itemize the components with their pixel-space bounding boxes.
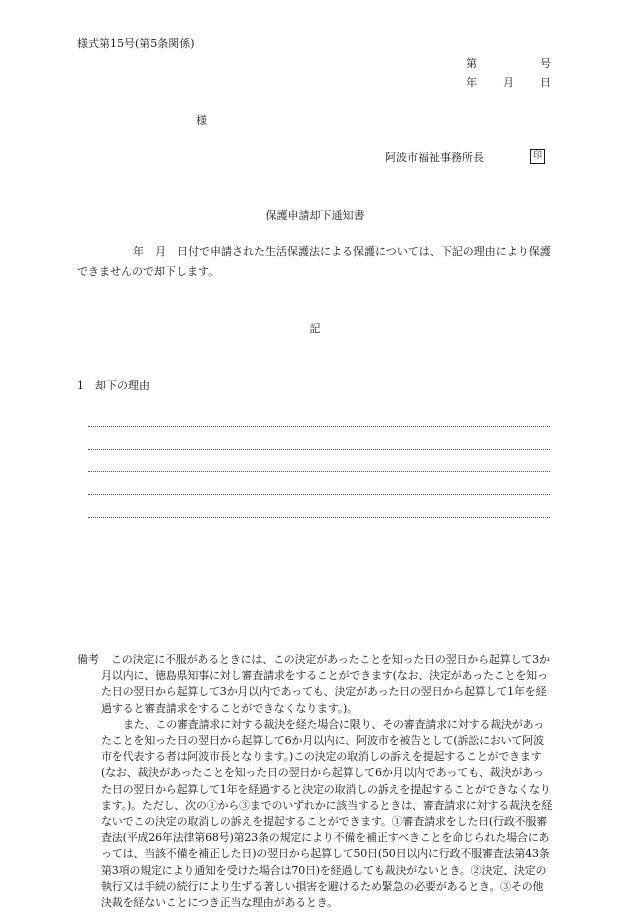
date-year: 年: [466, 76, 477, 89]
reason-line: [88, 471, 550, 472]
number-prefix: 第: [466, 57, 477, 70]
form-number: 様式第15号(第5条関係): [77, 37, 195, 50]
number-suffix: 号: [540, 57, 551, 70]
document-title: 保護申請却下通知書: [265, 209, 365, 222]
date-month: 月: [503, 76, 514, 89]
remarks-label: 備考: [77, 653, 99, 666]
reason-line: [88, 426, 550, 427]
remarks-text: [101, 652, 553, 911]
reason-line: [88, 449, 550, 450]
seal-mark: 印: [530, 149, 545, 164]
sender-name: 阿波市福祉事務所長: [385, 151, 484, 164]
remarks-paragraph-1: この決定に不服があるときには、この決定があったことを知った日の翌日から起算して3か月以内に、徳島県知事に対し審査請求をすることができます(なお、決定があったことを知った日の翌日から起算して3か月以内であっても、決定があった日の翌日から起算して1年を経過すると審査請求をすることができなくなります。)。: [101, 653, 550, 715]
reason-line: [88, 517, 550, 518]
remarks-paragraph-2: また、この審査請求に対する裁決を経た場合に限り、その審査請求に対する裁決があったことを知った日の翌日から起算して6か月以内に、阿波市を被告として(訴訟において阿波市を代表する者は阿波市長となります。)この決定の取消しの訴えを提起することができます(なお、裁決があったことを知った日の翌日から起算して6か月以内であっても、裁決があった日の翌日から起算して1年を経過すると決定の取消しの訴えを提起することができなくなります。)。ただし、次の①から③までのいずれかに該当するときは、審査請求に対する裁決を経ないでこの決定の取消しの訴えを提起することができます。①審査請求をした日(行政不服審査法(平成26年法律第68号)第23条の規定により不備を補正すべきことを命じられた場合にあっては、当該不備を補正した日)の翌日から起算して50日(50日以内に行政不服審査法第43条第3項の規定により通知を受けた場合は70日)を経過しても裁決がないとき。②決定、決定の執行又は手続の続行により生ずる著しい損害を避けるため緊急の必要があるとき。③その他決裁を経ないことにつき正当な理由があるとき。: [101, 717, 553, 910]
date-day: 日: [540, 76, 551, 89]
notice-body-text: 年 月 日付で申請された生活保護法による保護については、下記の理由により保護できませんので却下します。: [77, 245, 551, 278]
reason-heading: 1 却下の理由: [77, 379, 150, 392]
notice-body: [77, 242, 551, 282]
addressee-honorific: 様: [196, 114, 207, 127]
ki-heading: 記: [309, 322, 321, 335]
reason-line: [88, 494, 550, 495]
